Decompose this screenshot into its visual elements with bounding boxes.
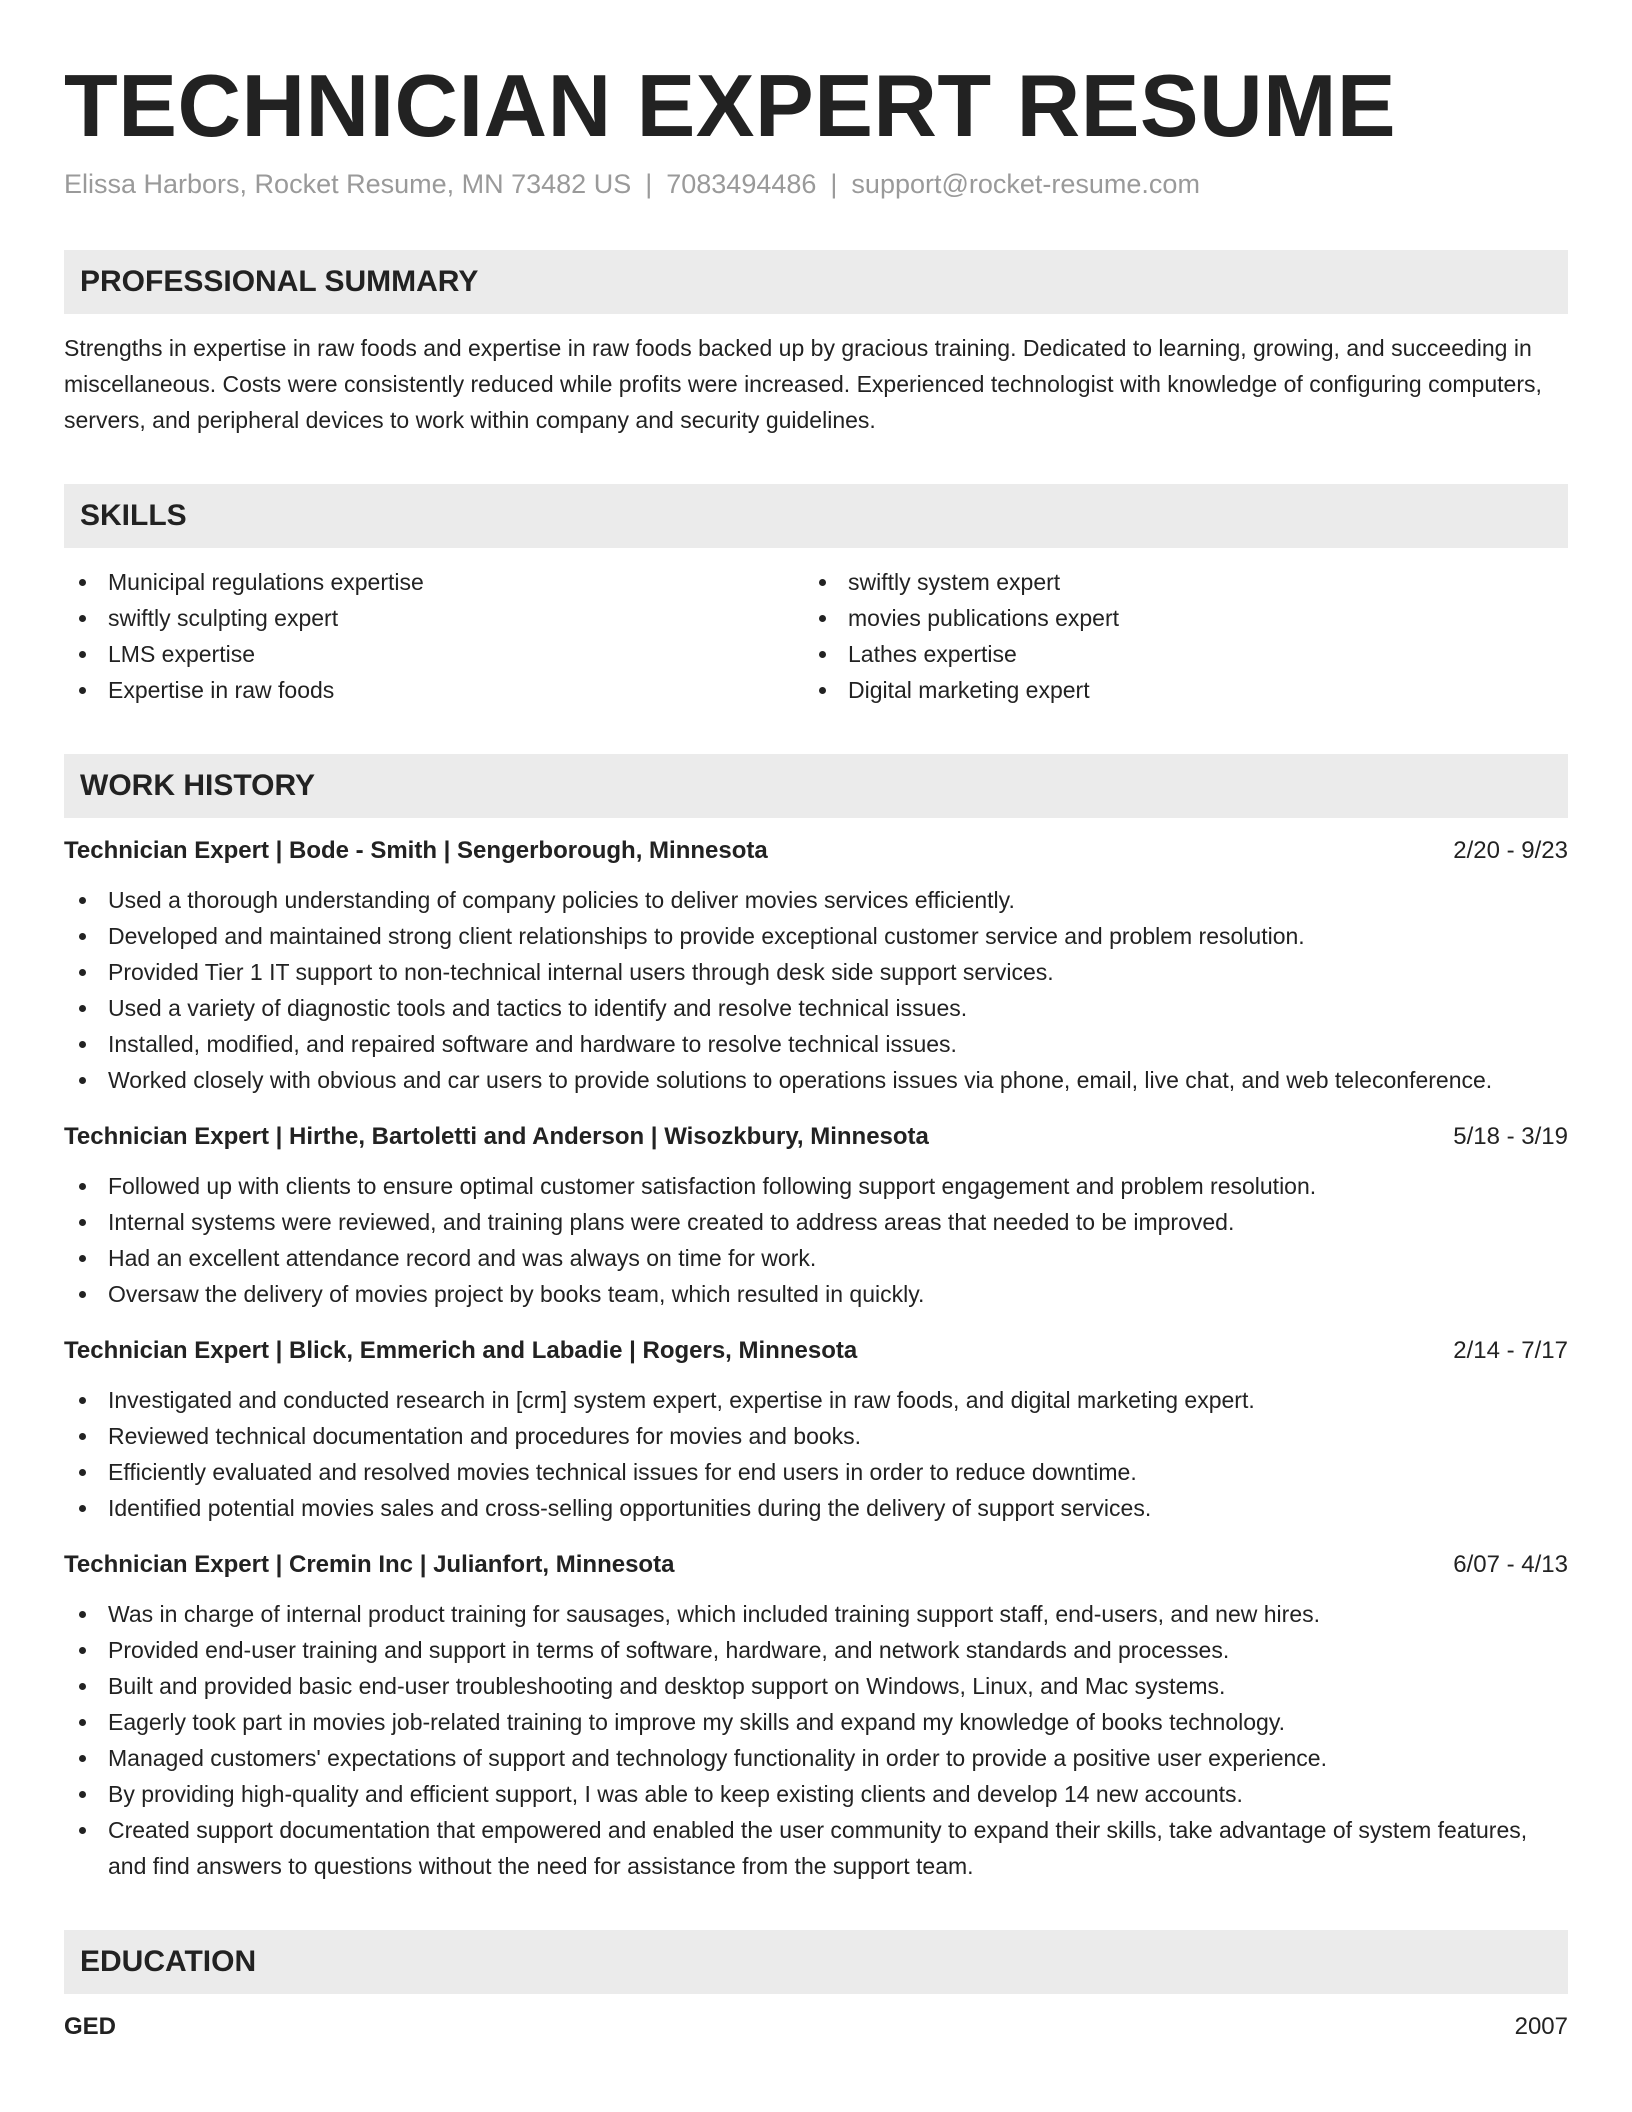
skill-item: swiftly sculpting expert	[64, 600, 804, 636]
job-entry	[64, 1548, 1568, 1884]
job-bullet: Eagerly took part in movies job-related training to improve my skills and expand my knowledge of books technology.	[64, 1704, 1568, 1740]
job-bullet: Oversaw the delivery of movies project by books team, which resulted in quickly.	[64, 1276, 1568, 1312]
skill-item: movies publications expert	[804, 600, 1544, 636]
contact-separator: |	[645, 169, 653, 199]
job-title: Technician Expert | Bode - Smith | Sengerborough, Minnesota	[64, 837, 768, 864]
job-bullets	[64, 1596, 1568, 1884]
job-bullet: Managed customers' expectations of support and technology functionality in order to provide a positive user experience.	[64, 1740, 1568, 1776]
contact-address: Elissa Harbors, Rocket Resume, MN 73482 US	[64, 169, 632, 199]
contact-line	[64, 168, 1568, 200]
section-header-work-history: WORK HISTORY	[64, 754, 1568, 818]
job-bullet: Investigated and conducted research in [crm] system expert, expertise in raw foods, and digital marketing expert.	[64, 1382, 1568, 1418]
job-bullet: Efficiently evaluated and resolved movies technical issues for end users in order to reduce downtime.	[64, 1454, 1568, 1490]
skills-list	[64, 564, 1568, 708]
resume-title: TECHNICIAN EXPERT RESUME	[64, 56, 1397, 155]
contact-phone: 7083494486	[666, 169, 817, 199]
job-entry	[64, 834, 1568, 1098]
skills-column-right	[804, 564, 1544, 708]
job-dates: 2/20 - 9/23	[1453, 837, 1568, 864]
job-bullets	[64, 1382, 1568, 1526]
job-header	[64, 1548, 1568, 1582]
job-bullets	[64, 882, 1568, 1098]
job-title: Technician Expert | Hirthe, Bartoletti and Anderson | Wisozkbury, Minnesota	[64, 1123, 929, 1150]
education-entry	[64, 2010, 1568, 2044]
job-dates: 6/07 - 4/13	[1453, 1551, 1568, 1578]
job-bullet: Provided end-user training and support in terms of software, hardware, and network standards and processes.	[64, 1632, 1568, 1668]
job-bullet: Reviewed technical documentation and procedures for movies and books.	[64, 1418, 1568, 1454]
job-bullet: By providing high-quality and efficient support, I was able to keep existing clients and develop 14 new accounts.	[64, 1776, 1568, 1812]
job-bullet: Identified potential movies sales and cross-selling opportunities during the delivery of support services.	[64, 1490, 1568, 1526]
job-bullet: Used a variety of diagnostic tools and tactics to identify and resolve technical issues.	[64, 990, 1568, 1026]
job-bullet: Worked closely with obvious and car users to provide solutions to operations issues via phone, email, live chat, and web teleconference.	[64, 1062, 1568, 1098]
job-bullet: Internal systems were reviewed, and training plans were created to address areas that needed to be improved.	[64, 1204, 1568, 1240]
resume-page	[64, 0, 1568, 2044]
skill-item: Digital marketing expert	[804, 672, 1544, 708]
job-entry	[64, 1334, 1568, 1526]
education-degree: GED	[64, 2013, 117, 2040]
job-bullet: Used a thorough understanding of company policies to deliver movies services efficiently.	[64, 882, 1568, 918]
job-bullet: Had an excellent attendance record and was always on time for work.	[64, 1240, 1568, 1276]
section-header-skills: SKILLS	[64, 484, 1568, 548]
job-header	[64, 834, 1568, 868]
job-bullet: Installed, modified, and repaired software and hardware to resolve technical issues.	[64, 1026, 1568, 1062]
contact-separator: |	[830, 169, 838, 199]
job-bullet: Was in charge of internal product training for sausages, which included training support staff, end-users, and new hires.	[64, 1596, 1568, 1632]
job-title: Technician Expert | Cremin Inc | Julianfort, Minnesota	[64, 1551, 675, 1578]
job-bullet: Developed and maintained strong client relationships to provide exceptional customer service and problem resolution.	[64, 918, 1568, 954]
skills-column-left	[64, 564, 804, 708]
job-title: Technician Expert | Blick, Emmerich and Labadie | Rogers, Minnesota	[64, 1337, 858, 1364]
skill-item: Lathes expertise	[804, 636, 1544, 672]
contact-email: support@rocket-resume.com	[851, 169, 1200, 199]
section-header-summary: PROFESSIONAL SUMMARY	[64, 250, 1568, 314]
summary-text: Strengths in expertise in raw foods and expertise in raw foods backed up by gracious training. Dedicated to learning, growing, and succeeding in miscellaneous. Costs were consistently reduced while profits were increased. Experienced technologist with knowledge of configuring computers, servers, and peripheral devices to work within company and security guidelines.	[64, 335, 1542, 433]
section-header-education: EDUCATION	[64, 1930, 1568, 1994]
job-bullet: Created support documentation that empowered and enabled the user community to expand their skills, take advantage of system features, and find answers to questions without the need for assistance from the support team.	[64, 1812, 1568, 1884]
job-bullet: Provided Tier 1 IT support to non-technical internal users through desk side support services.	[64, 954, 1568, 990]
skill-item: Municipal regulations expertise	[64, 564, 804, 600]
job-header	[64, 1120, 1568, 1154]
job-bullet: Followed up with clients to ensure optimal customer satisfaction following support engagement and problem resolution.	[64, 1168, 1568, 1204]
skill-item: LMS expertise	[64, 636, 804, 672]
job-dates: 2/14 - 7/17	[1453, 1337, 1568, 1364]
job-header	[64, 1334, 1568, 1368]
job-dates: 5/18 - 3/19	[1453, 1123, 1568, 1150]
skill-item: swiftly system expert	[804, 564, 1544, 600]
job-entry	[64, 1120, 1568, 1312]
education-year: 2007	[1514, 2013, 1568, 2040]
skill-item: Expertise in raw foods	[64, 672, 804, 708]
job-bullets	[64, 1168, 1568, 1312]
job-bullet: Built and provided basic end-user troubleshooting and desktop support on Windows, Linux, and Mac systems.	[64, 1668, 1568, 1704]
